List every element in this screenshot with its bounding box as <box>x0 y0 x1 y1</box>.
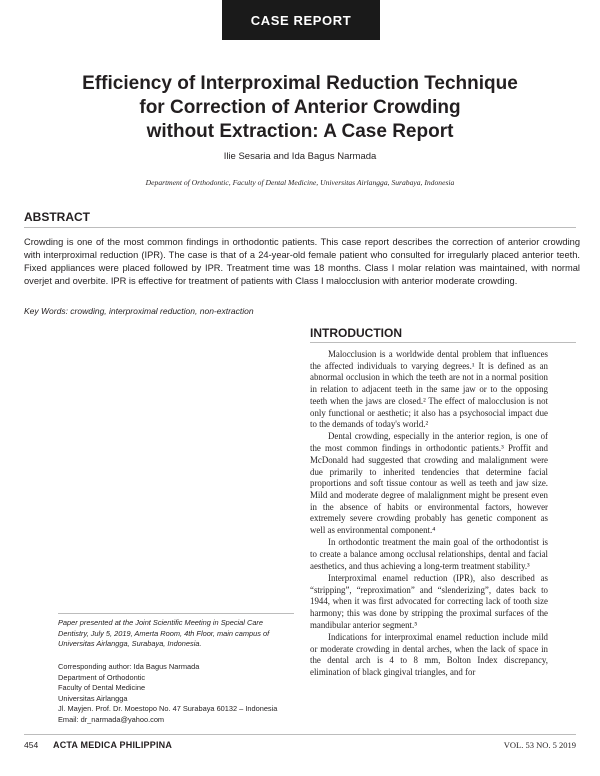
keywords: Key Words: crowding, interproximal reduction, non-extraction <box>24 306 254 316</box>
footer-rule <box>24 734 576 735</box>
introduction-body <box>310 349 548 679</box>
corr-line: Universitas Airlangga <box>58 693 128 703</box>
corr-line: Jl. Mayjen. Prof. Dr. Moestopo No. 47 Surabaya 60132 – Indonesia <box>58 704 278 713</box>
paragraph: Indications for interproximal enamel reduction include mild or moderate crowding in dental arches, when the lack of space in the dental arch is 4 to 8 mm, Bolton Index discrepancy, elimination of black gingival triangles, and for <box>310 631 548 677</box>
abstract-text: Crowding is one of the most common findings in orthodontic patients. This case report describes the correction of anterior crowding with interproximal reduction (IPR). The case is that of a 24-year-old female patient who consulted for irregularly placed anterior teeth. Fixed appliances were placed followed by IPR. Treatment time was 18 months. Class I molar relation was maintained, with normal overjet and overbite. IPR is effective for treatment of patients with Class I malocclusion with anterior moderate crowding. <box>24 237 580 286</box>
volume-issue: VOL. 53 NO. 5 2019 <box>503 740 576 750</box>
corresponding-author <box>58 662 294 725</box>
affiliation: Department of Orthodontic, Faculty of Dental Medicine, Universitas Airlangga, Surabaya, Indonesia <box>145 178 455 187</box>
title-line: Efficiency of Interproximal Reduction Technique <box>82 73 518 94</box>
corr-email: Email: dr_narmada@yahoo.com <box>58 714 165 724</box>
paragraph: Dental crowding, especially in the anterior region, is one of the most common findings in orthodontic patients.³ Proffit and McDonald had suggested that crowding and malalignment were due primarily to inherited tendencies that determine facial proportions and soft tissue contour as well as teeth and jaw size. Mild and moderate degree of malalignment might be present even in the absence of habits or environmental factors, however extremely severe crowding probably has genetic component as well as environmental component.⁴ <box>310 431 548 536</box>
paragraph: Malocclusion is a worldwide dental problem that influences the affected individuals to varying degrees.¹ It is defined as an abnormal occlusion in which the teeth are not in a normal position in relation to adjacent teeth in the same jaw or to the opposing teeth when the jaws are closed.² The effect of malocclusion is not only functional or aesthetic; it also has a psychosocial impact due to the demands of today's world.² <box>310 349 548 430</box>
corr-line: Department of Orthodontic <box>58 672 146 682</box>
introduction-heading: INTRODUCTION <box>310 326 402 340</box>
section-label: CASE REPORT <box>222 0 380 40</box>
abstract-rule <box>24 227 576 228</box>
footnote-rule <box>58 613 294 614</box>
authors: Ilie Sesaria and Ida Bagus Narmada <box>223 151 377 162</box>
article-title <box>40 72 560 144</box>
title-line: for Correction of Anterior Crowding <box>139 97 461 118</box>
introduction-rule <box>310 342 576 343</box>
paragraph: In orthodontic treatment the main goal of the orthodontist is to create a balance among occlusal relationships, dental and facial aesthetics, and thus achieving a long-term treatment stability.³ <box>310 537 548 571</box>
journal-name: ACTA MEDICA PHILIPPINA <box>53 740 173 750</box>
abstract-heading: ABSTRACT <box>24 210 90 224</box>
page-number: 454 <box>24 740 39 750</box>
paragraph: Interproximal enamel reduction (IPR), also described as “stripping”, “reproximation” and “slenderizing”, dates back to 1944, when it was first advocated for correcting lack of tooth size harmony; this was done by stripping the proximal surfaces of the mandibular anterior segment.⁵ <box>310 572 548 630</box>
corr-line: Faculty of Dental Medicine <box>58 683 146 692</box>
corr-line: Corresponding author: Ida Bagus Narmada <box>58 662 200 671</box>
title-line: without Extraction: A Case Report <box>146 121 454 142</box>
presentation-note: Paper presented at the Joint Scientific Meeting in Special Care Dentistry, July 5, 2019, Amerta Room, 4th Floor, main campus of Universitas Airlangga, Surabaya, Indonesia. <box>58 618 270 648</box>
